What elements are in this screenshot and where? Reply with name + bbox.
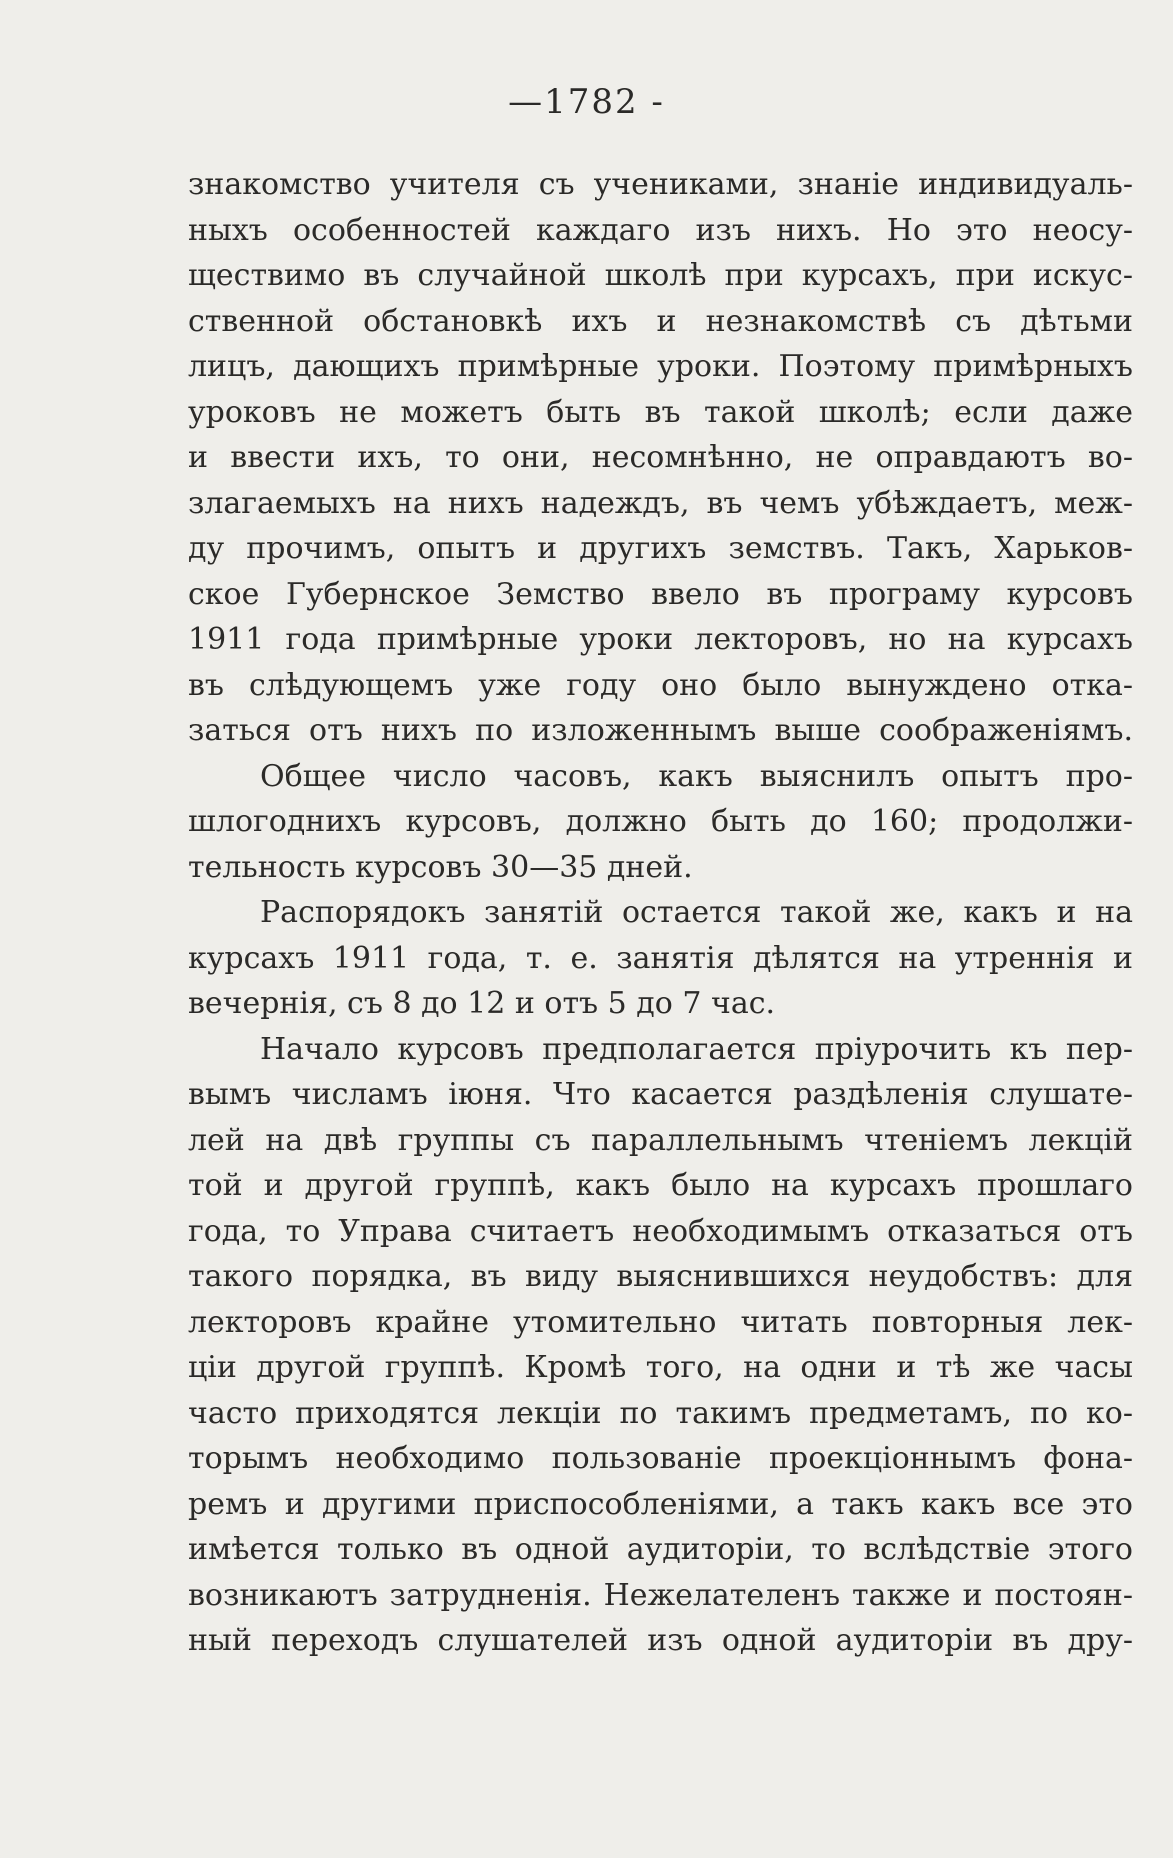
text-line: года, то Управа считаетъ необходимымъ отказаться отъ: [188, 1213, 1133, 1249]
text-line: вечернія, съ 8 до 12 и отъ 5 до 7 час.: [188, 986, 776, 1021]
text-line: Общее число часовъ, какъ выяснилъ опытъ про-: [260, 758, 1133, 794]
text-line: ществимо въ случайной школѣ при курсахъ, при искус-: [188, 258, 1133, 293]
text-line: знакомство учителя съ учениками, знаніе индивидуаль-: [188, 167, 1133, 202]
text-line: ный переходъ слушателей изъ одной аудиторіи въ дру-: [188, 1623, 1133, 1658]
text-line: торымъ необходимо пользованіе проекціоннымъ фона-: [188, 1441, 1133, 1476]
text-line: той и другой группѣ, какъ было на курсахъ прошлаго: [188, 1168, 1133, 1203]
text-line: имѣется только въ одной аудиторіи, то вслѣдствіе этого: [188, 1532, 1133, 1567]
text-line: часто приходятся лекціи по такимъ предметамъ, по ко-: [188, 1395, 1133, 1431]
text-line: ціи другой группѣ. Кромѣ того, на одни и тѣ же часы: [188, 1350, 1133, 1385]
text-line: вымъ числамъ іюня. Что касается раздѣленія слушате-: [188, 1077, 1133, 1112]
text-line: шлогоднихъ курсовъ, должно быть до 160; продолжи-: [188, 804, 1133, 839]
text-line: ду прочимъ, опытъ и другихъ земствъ. Такъ, Харьков-: [188, 531, 1133, 566]
text-line: Распорядокъ занятій остается такой же, какъ и на: [260, 895, 1133, 930]
text-line: ственной обстановкѣ ихъ и незнакомствѣ съ дѣтьми: [188, 303, 1133, 339]
text-line: лей на двѣ группы съ параллельнымъ чтеніемъ лекцій: [188, 1122, 1133, 1158]
text-line: 1911 года примѣрные уроки лекторовъ, но на курсахъ: [188, 622, 1133, 657]
text-line: лекторовъ крайне утомительно читать повторныя лек-: [188, 1304, 1133, 1340]
text-line: злагаемыхъ на нихъ надеждъ, въ чемъ убѣждаетъ, меж-: [188, 485, 1133, 521]
text-line: такого порядка, въ виду выяснившихся неудобствъ: для: [188, 1259, 1133, 1294]
text-line: лицъ, дающихъ примѣрные уроки. Поэтому примѣрныхъ: [188, 349, 1133, 384]
text-line: заться отъ нихъ по изложеннымъ выше соображеніямъ.: [188, 713, 1133, 748]
text-line: ское Губернское Земство ввело въ програму курсовъ: [188, 576, 1133, 612]
text-line: Начало курсовъ предполагается пріурочить къ пер-: [260, 1031, 1133, 1067]
body-text: [188, 162, 1133, 1664]
text-line: ремъ и другими приспособленіями, а такъ какъ все это: [188, 1486, 1133, 1522]
text-line: ныхъ особенностей каждаго изъ нихъ. Но это неосу-: [188, 212, 1133, 248]
text-line: курсахъ 1911 года, т. е. занятія дѣлятся на утреннія и: [188, 940, 1133, 976]
text-line: возникаютъ затрудненія. Нежелателенъ также и постоян-: [188, 1577, 1133, 1613]
text-line: и ввести ихъ, то они, несомнѣнно, не оправдаютъ во-: [188, 440, 1133, 475]
text-line: уроковъ не можетъ быть въ такой школѣ; если даже: [188, 394, 1133, 430]
page-number: —1782 -: [508, 82, 665, 122]
text-line: тельность курсовъ 30—35 дней.: [188, 849, 693, 885]
text-line: въ слѣдующемъ уже году оно было вынуждено отка-: [188, 667, 1133, 703]
